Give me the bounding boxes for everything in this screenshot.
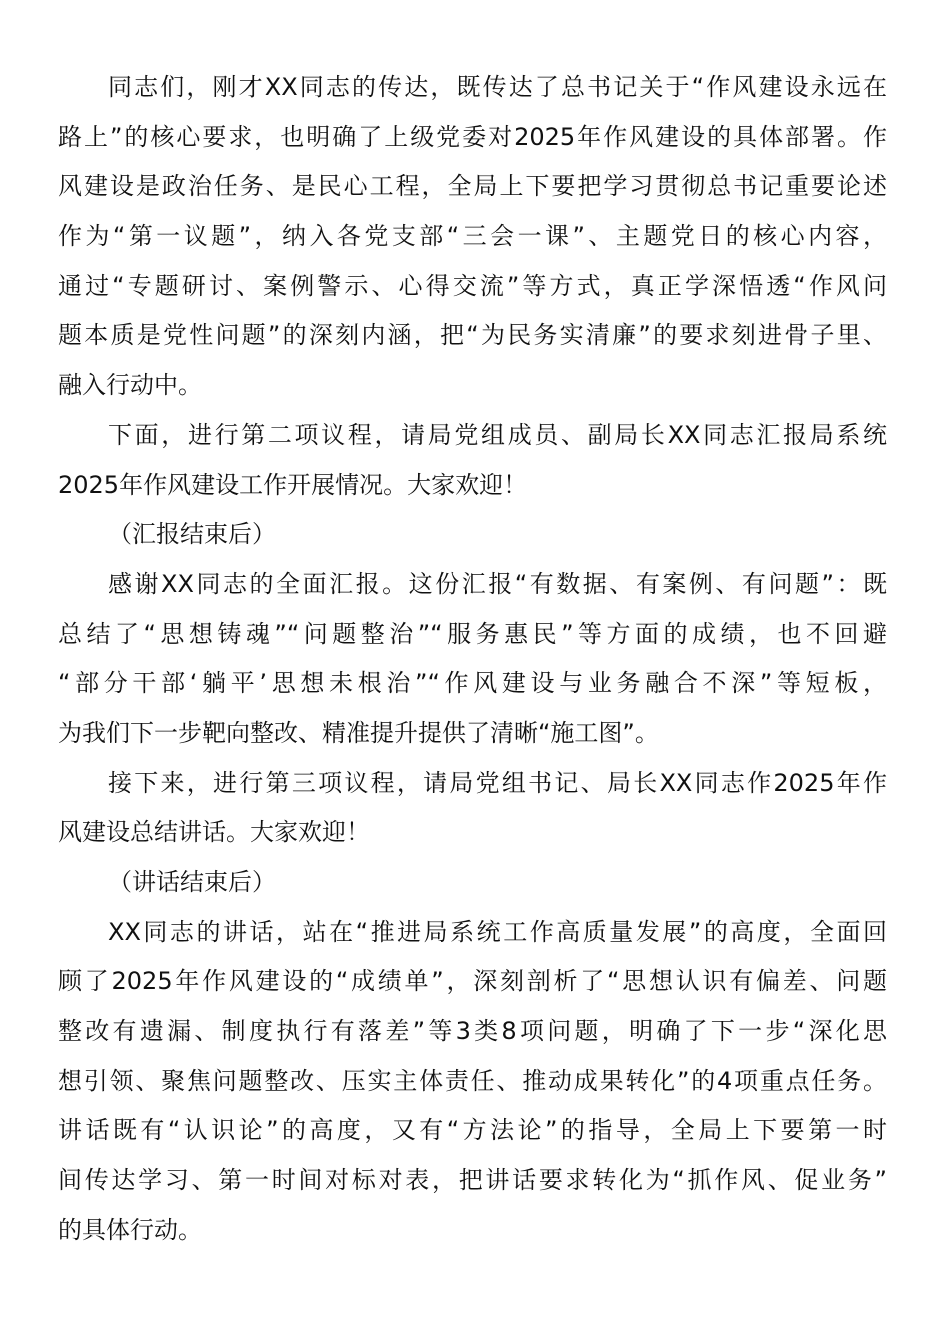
text-line: 下面，进行第二项议程，请局党组成员、副局长XX同志汇报局系统 (108, 420, 887, 449)
text-line: 2025年作风建设工作开展情况。大家欢迎！ (58, 470, 528, 499)
text-line: 讲话既有“认识论”的高度，又有“方法论”的指导，全局上下要第一时 (58, 1116, 887, 1145)
text-line: 总结了“思想铸魂”“问题整治”“服务惠民”等方面的成绩，也不回避 (58, 619, 887, 648)
paragraph (58, 908, 887, 1256)
text-line: 作为“第一议题”，纳入各党支部“三会一课”、主题党日的核心内容， (58, 222, 887, 251)
text-line: XX同志的讲话，站在“推进局系统工作高质量发展”的高度，全面回 (108, 917, 887, 946)
text-line: 路上”的核心要求，也明确了上级党委对2025年作风建设的具体部署。作 (58, 122, 887, 151)
text-line: （汇报结束后） (108, 520, 276, 549)
text-line: 题本质是党性问题”的深刻内涵，把“为民务实清廉”的要求刻进骨子里、 (58, 321, 887, 350)
text-line: 想引领、聚焦问题整改、压实主体责任、推动成果转化”的4项重点任务。 (58, 1066, 887, 1095)
text-line: 同志们，刚才XX同志的传达，既传达了总书记关于“作风建设永远在 (108, 73, 887, 101)
paragraph (58, 759, 887, 858)
text-line: 风建设总结讲话。大家欢迎！ (58, 818, 370, 847)
paragraph (58, 510, 887, 560)
text-line: “部分干部‘躺平’思想未根治”“作风建设与业务融合不深”等短板， (58, 669, 887, 698)
paragraph (58, 63, 887, 411)
text-line: 风建设是政治任务、是民心工程，全局上下要把学习贯彻总书记重要论述 (58, 172, 887, 201)
paragraph (58, 411, 887, 510)
document-body (58, 63, 887, 1256)
text-line: 接下来，进行第三项议程，请局党组书记、局长XX同志作2025年作 (108, 768, 887, 797)
paragraph (58, 858, 887, 908)
text-line: 顾了2025年作风建设的“成绩单”，深刻剖析了“思想认识有偏差、问题 (58, 967, 887, 996)
text-line: 的具体行动。 (58, 1215, 202, 1244)
text-line: 整改有遗漏、制度执行有落差”等3类8项问题，明确了下一步“深化思 (58, 1017, 887, 1046)
text-line: （讲话结束后） (108, 868, 276, 896)
text-line: 感谢XX同志的全面汇报。这份汇报“有数据、有案例、有问题”：既 (108, 569, 887, 598)
text-line: 为我们下一步靶向整改、精准提升提供了清晰“施工图”。 (58, 718, 659, 747)
paragraph (58, 560, 887, 759)
text-line: 融入行动中。 (58, 371, 202, 400)
text-line: 通过“专题研讨、案例警示、心得交流”等方式，真正学深悟透“作风问 (58, 271, 887, 300)
text-line: 间传达学习、第一时间对标对表，把讲话要求转化为“抓作风、促业务” (58, 1166, 887, 1195)
